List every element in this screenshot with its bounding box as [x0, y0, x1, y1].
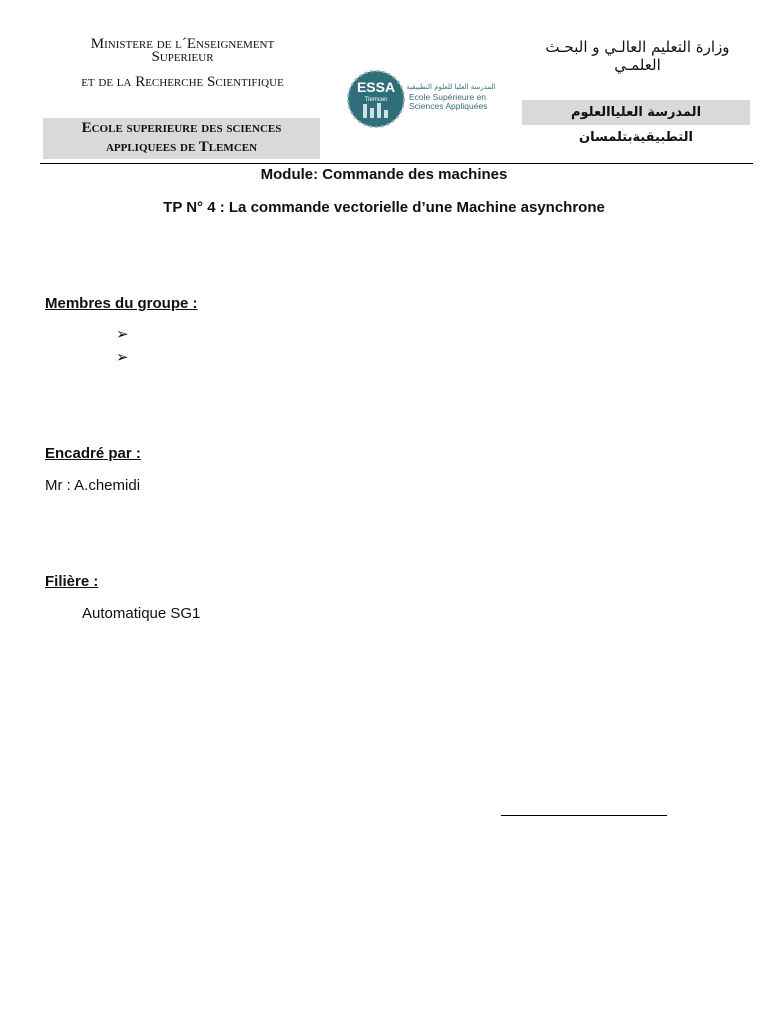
ministry-name-ar: وزارة التعليم العالـي و البحـث العلمـي: [545, 38, 730, 74]
member-bullet-2: [116, 348, 129, 366]
school-name-ar-box: المدرسة العلياالعلوم التطبيقيةبتلمسان: [522, 100, 750, 125]
supervised-label: Encadré par :: [45, 445, 141, 462]
logo-graphic: [347, 68, 497, 130]
essa-logo: [347, 68, 497, 130]
ministry-line-3: et de la Recherche Scientifique: [81, 74, 284, 90]
ministry-line-2: Superieur: [151, 49, 214, 65]
ministry-name-fr: [55, 38, 310, 64]
tp-title: TP N° 4 : La commande vectorielle d’une Machine asynchrone: [163, 199, 605, 216]
header-divider: [40, 163, 753, 164]
logo-name-line-1: Ecole Supérieure en: [409, 92, 487, 102]
logo-acronym: ESSA: [356, 79, 396, 95]
field-value: Automatique SG1: [82, 605, 201, 622]
arrow-bullet-icon: ➢: [116, 326, 129, 343]
logo-city: Tlemcen: [364, 97, 388, 103]
school-name-fr-box: [43, 118, 320, 159]
module-title: Module: Commande des machines: [260, 166, 508, 183]
members-label: Membres du groupe :: [45, 295, 198, 312]
member-bullet-1: [116, 325, 129, 343]
supervisor-name: Mr : A.chemidi: [45, 477, 141, 494]
logo-arabic-text: المدرسة العليا للعلوم التطبيقية: [406, 83, 496, 91]
ministry-line-1: Ministere de l´Enseignement: [90, 36, 275, 52]
field-label: Filière :: [45, 573, 99, 590]
arrow-bullet-icon: ➢: [116, 349, 129, 366]
school-line-1: Ecole superieure des sciences: [81, 120, 282, 136]
signature-line: [501, 815, 667, 816]
school-line-2: appliquees de Tlemcen: [105, 139, 258, 155]
logo-name-line-2: Sciences Appliquées: [409, 101, 488, 111]
